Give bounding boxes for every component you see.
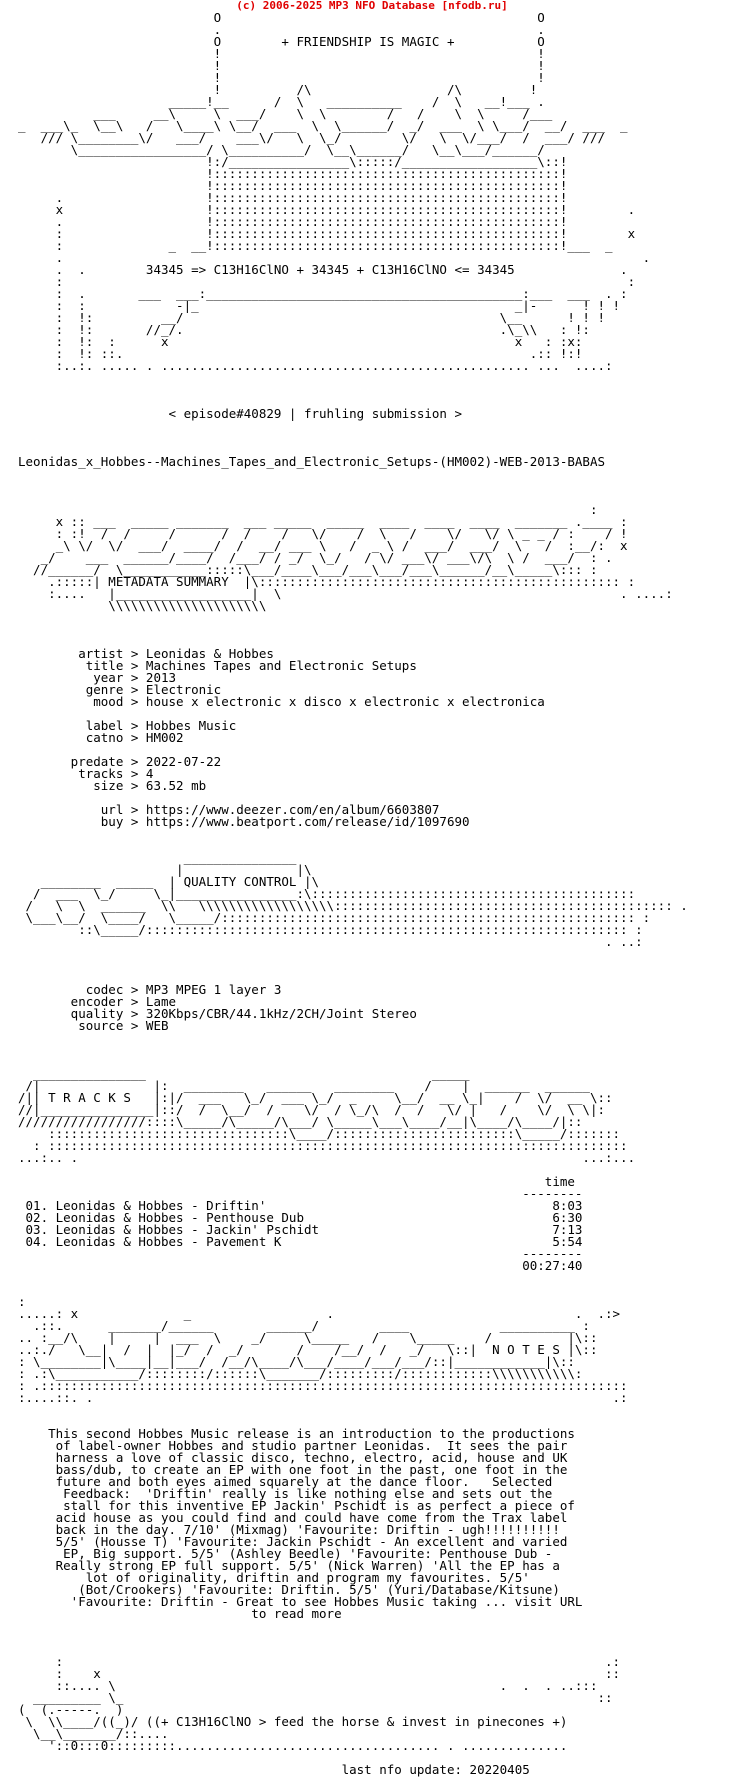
nfo-line: : _ __!::::::::::::::::::::::::::::::::::::::::::::::!___ _ — [18, 238, 613, 253]
nfo-line: /// \________\/ ___/ ___\/ \ \_/ \/ \ \/___/ / ___/ /// — [18, 130, 605, 145]
nfo-line: codec > MP3 MPEG 1 layer 3 — [18, 982, 282, 997]
nfo-line: : .: — [18, 1654, 621, 1669]
nfo-line: tracks > 4 — [18, 766, 154, 781]
nfo-line: _\ \/ \/ ___/ ____/ / __/ ___ \ / _ \ / ___/ ___/ \ / :__/: x — [18, 538, 628, 553]
nfo-line: . !::::::::::::::::::::::::::::::::::::::::::::::! — [18, 190, 568, 205]
nfo-line: label > Hobbes Music — [18, 718, 237, 733]
nfo-line: !::::::::::::::::::::::::::::::::::::::::::::::! — [18, 166, 568, 181]
nfo-line: : :! / / / / / / \/ / \ / \/ \/ \ _ _ / : / ! — [18, 526, 628, 541]
nfo-line: : : -|_ _|- ! ! ! — [18, 298, 621, 313]
nfo-line: : — [18, 502, 598, 517]
nfo-line: ! /\ /\ ! — [18, 82, 538, 97]
nfo-line: 03. Leonidas & Hobbes - Jackin' Pschidt 7:13 — [18, 1222, 583, 1237]
nfo-line: \\\\\\\\\\\\\\\\\\\\\ — [18, 598, 267, 613]
nfo-line: Feedback: 'Driftin' really is like nothing else and sets out the — [18, 1486, 553, 1501]
nfo-line: encoder > Lame — [18, 994, 177, 1009]
nfo-line: : . ___ ___:__________________________________________:___ ___ . : — [18, 286, 628, 301]
nfo-line: -------- — [18, 1246, 583, 1261]
nfo-line: . !::::::::::::::::::::::::::::::::::::::::::::::! — [18, 214, 568, 229]
nfo-line: O O — [18, 10, 545, 25]
nfo-line: ( (.-----. ) — [18, 1702, 124, 1717]
nfo-line: . . — [18, 250, 651, 265]
nfo-line: : !: ::. .:: !:! — [18, 346, 583, 361]
nfo-line: : ::::::::::::::::::::::::::::::::::::::::::::::::::::::::::::::::::::::::::::: — [18, 1138, 628, 1153]
nfo-line: harness a love of classic disco, techno, electro, acid, house and UK — [18, 1450, 568, 1465]
nfo-line: O + FRIENDSHIP IS MAGIC + O — [18, 34, 545, 49]
nfo-line: : !: : x x : :x: — [18, 334, 583, 349]
nfo-line: to read more — [18, 1606, 342, 1621]
nfo-line: _ ___\_ \__\ / \____\ \__/ ___ \ \______/ _/ ___ \ \___/ __/ ___ _ — [18, 118, 628, 133]
nfo-line: year > 2013 — [18, 670, 177, 685]
nfo-line: 'Favourite: Driftin - Great to see Hobbes Music taking ... visit URL — [18, 1594, 583, 1609]
nfo-line: :..:. ..... . ................................................. ... ....: — [18, 358, 613, 373]
nfo-line: quality > 320Kbps/CBR/44.1kHz/2CH/Joint Stereo — [18, 1006, 417, 1021]
nfo-line: /|| T R A C K S |:|/ ___ \_/ ___ \_/ _ \__/ __ \_| / \/ __ \:: — [18, 1090, 613, 1105]
nfo-line: '::0:::0:::::::::................................... . .............. — [18, 1738, 568, 1753]
nfo-line: \ \\____/((_)/ ((+ C13H16ClNO > feed the horse & invest in pinecones +) — [18, 1714, 568, 1729]
nfo-line: genre > Electronic — [18, 682, 222, 697]
nfo-line: \___\__/ \____/ \_____/::::::::::::::::::::::::::::::::::::::::::::::::::::::: : — [18, 910, 651, 925]
nfo-line: //______/ \___________:::::\___/____\___/___\___/___\______/__\_____\::: : — [18, 562, 598, 577]
nfo-line: future and both eyes aimed squarely at the dance floor. Selected — [18, 1474, 553, 1489]
nfo-line: predate > 2022-07-22 — [18, 754, 222, 769]
nfo-line: mood > house x electronic x disco x electronic x electronica — [18, 694, 545, 709]
nfo-line: 01. Leonidas & Hobbes - Driftin' 8:03 — [18, 1198, 583, 1213]
nfodb-link[interactable]: [nfodb.ru] — [441, 0, 508, 12]
nfo-line: ..:./ \__| / | |_/ / _/ / /__/ / _/ \::| N O T E S |\:: — [18, 1342, 598, 1357]
nfo-line: 04. Leonidas & Hobbes - Pavement K 5:54 — [18, 1234, 583, 1249]
nfo-line: ! ! — [18, 70, 545, 85]
nfo-line: ...:.. . ...:... — [18, 1150, 636, 1165]
nfo-line: .::. _______/______ ______/ ____ __________ : — [18, 1318, 590, 1333]
nfo-line: time — [18, 1174, 575, 1189]
nfo-line: !::::::::::::::::::::::::::::::::::::::::::::::! — [18, 178, 568, 193]
nfo-line: : !: __/ \__ ! ! ! — [18, 310, 605, 325]
nfo-line: _/ ___ ______/____/ /___/ / _/ \_/ / \/ ___\/ ___\/\ \ / ___/ : . — [18, 550, 613, 565]
nfo-line: : !: //_/. .\_\\ : !: — [18, 322, 590, 337]
nfo-line: 5/5' (Housse T) 'Favourite: Jackin Pschidt - An excellent and varied — [18, 1534, 568, 1549]
nfo-line: Really strong EP full support. 5/5' (Nick Warren) 'All the EP has a — [18, 1558, 560, 1573]
nfo-line: x !::::::::::::::::::::::::::::::::::::::::::::::! . — [18, 202, 636, 217]
nfo-line: (Bot/Crookers) 'Favourite: Driftin. 5/5' (Yuri/Database/Kitsune) — [18, 1582, 560, 1597]
nfo-line: : \________|\____|__|___/ /__/\____/\___/____/___/___/::|____________|\:: — [18, 1354, 575, 1369]
nfo-line: back in the day. 7/10' (Mixmag) 'Favourite: Driftin - ugh!!!!!!!!!! — [18, 1522, 560, 1537]
nfo-line: bass/dub, to create an EP with one foot in the past, one foot in the — [18, 1462, 568, 1477]
nfo-line: url > https://www.deezer.com/en/album/6603807 — [18, 802, 440, 817]
nfo-line: ::::::::::::::::::::::::::::::::\____/::::::::::::::::::::::::\_____/::::::: — [18, 1126, 621, 1141]
nfo-line: x :: ___ _____ _______ ___ _____ _____ ____ ____ ____ _______ .____ : — [18, 514, 628, 529]
nfo-line: lot of originality, driftin and program my favourites. 5/5' — [18, 1570, 530, 1585]
nfo-line: | |\ — [18, 862, 312, 877]
nfo-line: This second Hobbes Music release is an introduction to the productions — [18, 1426, 575, 1441]
nfo-line: / \ \ ______ \\ \\\\\\\\\\\\\\\\\\::::::::::::::::::::::::::::::::::::::::::::: . — [18, 898, 688, 913]
nfo-line: //|_______________|::/ / \__/ / \/ / \_/\ / / \/ | / \/ \ \|: — [18, 1102, 605, 1117]
copyright-text: (c) 2006-2025 MP3 NFO Database — [236, 0, 442, 12]
nfo-line: 02. Leonidas & Hobbes - Penthouse Dub 6:30 — [18, 1210, 583, 1225]
nfo-line: catno > HM002 — [18, 730, 184, 745]
nfo-line: :....::. . .: — [18, 1390, 628, 1405]
nfo-line: stall for this inventive EP Jackin' Pschidt is as perfect a piece of — [18, 1498, 575, 1513]
nfo-line: : .:::::::::::::::::::::::::::::::::::::::::::::::::::::::::::::::::::::::::::::: — [18, 1378, 628, 1393]
nfo-line: . . — [18, 22, 545, 37]
nfo-line: -------- — [18, 1186, 583, 1201]
nfo-line: of label-owner Hobbes and studio partner Leonidas. It sees the pair — [18, 1438, 568, 1453]
nfo-line: : !::::::::::::::::::::::::::::::::::::::::::::::! x — [18, 226, 636, 241]
nfo-line: ! ! — [18, 46, 545, 61]
nfo-line: : — [18, 1294, 26, 1309]
nfo-line: _______________ — [18, 850, 297, 865]
nfo-line: . ..: — [18, 934, 643, 949]
nfo-line: !:/________________\:::::/__________________\::! — [18, 154, 568, 169]
nfo-text-block — [18, 12, 688, 1776]
nfo-line: EP, Big support. 5/5' (Ashley Beedle) 'Favourite: Penthouse Dub - — [18, 1546, 553, 1561]
nfo-line: ::.... \ . . . ..::: — [18, 1678, 598, 1693]
nfo-line: /| |: ________ ______ ________ / | ______ ______ — [18, 1078, 590, 1093]
nfo-line: artist > Leonidas & Hobbes — [18, 646, 274, 661]
nfo-line: _______________ _____ — [18, 1066, 470, 1081]
nfo-line: Leonidas_x_Hobbes--Machines_Tapes_and_Electronic_Setups-(HM002)-WEB-2013-BABAS — [18, 454, 605, 469]
nfo-line: 00:27:40 — [18, 1258, 583, 1273]
nfo-line: acid house as you could find and could have come from the Trax label — [18, 1510, 568, 1525]
nfo-line: _____!__ / \ __________ / \ __!___ . — [18, 94, 545, 109]
nfo-line: /////////////////::::\_____/\_____/\___/ \_____\___\____/__|\____/\____/|:: — [18, 1114, 583, 1129]
nfo-line: title > Machines Tapes and Electronic Setups — [18, 658, 417, 673]
nfo-line: . . 34345 => C13H16ClNO + 34345 + C13H16ClNO <= 34345 . — [18, 262, 628, 277]
nfo-line: .:::::| METADATA SUMMARY |\:::::::::::::::::::::::::::::::::::::::::::::::: : — [18, 574, 636, 589]
nfo-line: ___ __\ \ ___/ \ \ / / \ \ /___ — [18, 106, 553, 121]
nfo-line: < episode#40829 | fruhling submission > — [18, 406, 463, 421]
nfo-line: \__\_______/::.... — [18, 1726, 169, 1741]
nfo-line: _________ \_ :: — [18, 1690, 613, 1705]
nfo-line: last nfo update: 20220405 — [18, 1762, 530, 1777]
nfo-line: source > WEB — [18, 1018, 169, 1033]
nfo-line: : .:\___________/::::::::/::::::\_______/:::::::::/::::::::::::\\\\\\\\\\\: — [18, 1366, 583, 1381]
nfo-line: size > 63.52 mb — [18, 778, 207, 793]
nfo-line: ::\_____/:::::::::::::::::::::::::::::::::::::::::::::::::::::::::::::::: : — [18, 922, 643, 937]
nfo-line: .....: x _ . . .:> — [18, 1306, 621, 1321]
nfo-line: ________ _____ | QUALITY CONTROL |\ — [18, 874, 320, 889]
nfo-line: .. :__/\ | | ___ \ _/ \_____ / \_____ / |\:: — [18, 1330, 598, 1345]
nfo-line: \_________________/ \__________/ \__\______/ \__\___/______/ — [18, 142, 545, 157]
nfo-line: / ___ \_/ \_|________________:\::::::::::::::::::::::::::::::::::::::::::: — [18, 886, 636, 901]
nfo-line: :.... |__________________| \ . ....: — [18, 586, 673, 601]
nfo-line: : : — [18, 274, 636, 289]
nfo-line: : x :: — [18, 1666, 621, 1681]
nfo-line: ! ! — [18, 58, 545, 73]
nfo-line: buy > https://www.beatport.com/release/id/1097690 — [18, 814, 470, 829]
